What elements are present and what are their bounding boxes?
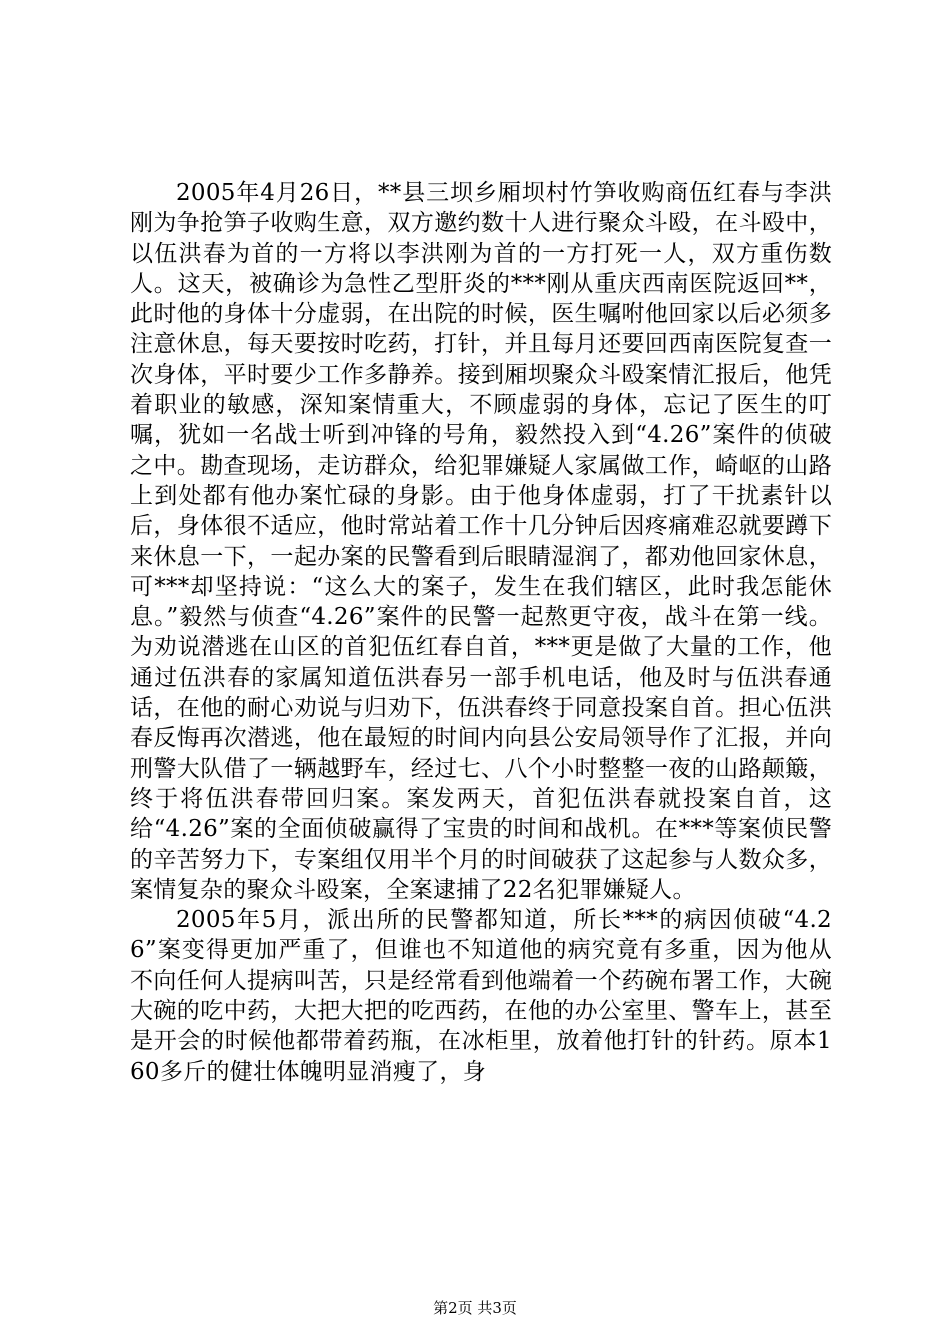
paragraph-1: 2005年4月26日，**县三坝乡厢坝村竹笋收购商伍红春与李洪刚为争抢笋子收购生意，双方邀约数十人进行聚众斗殴，在斗殴中，以伍洪春为首的一方将以李洪刚为首的一方打死一人，双方重伤数人。这天，被确诊为急性乙型肝炎的***刚从重庆西南医院返回**，此时他的身体十分虚弱，在出院的时候，医生嘱咐他回家以后必须多注意休息，每天要按时吃药，打针，并且每月还要回西南医院复查一次身体，平时要少工作多静养。接到厢坝聚众斗殴案情汇报后，他凭着职业的敏感，深知案情重大，不顾虚弱的身体，忘记了医生的叮嘱，犹如一名战士听到冲锋的号角，毅然投入到“4.26”案件的侦破之中。勘查现场，走访群众，给犯罪嫌疑人家属做工作，崎岖的山路上到处都有他办案忙碌的身影。由于他身体虚弱，打了干扰素针以后，身体很不适应，他时常站着工作十几分钟后因疼痛难忍就要蹲下来休息一下，一起办案的民警看到后眼睛湿润了，都劝他回家休息，可***却坚持说：“这么大的案子，发生在我们辖区，此时我怎能休息。”毅然与侦查“4.26”案件的民警一起熬更守夜，战斗在第一线。为劝说潜逃在山区的首犯伍红春自首，***更是做了大量的工作，他通过伍洪春的家属知道伍洪春另一部手机电话，他及时与伍洪春通话，在他的耐心劝说与归劝下，伍洪春终于同意投案自首。担心伍洪春反悔再次潜逃，他在最短的时间内向县公安局领导作了汇报，并向刑警大队借了一辆越野车，经过七、八个小时整整一夜的山路颠簸，终于将伍洪春带回归案。案发两天，首犯伍洪春就投案自首，这给“4.26”案的全面侦破赢得了宝贵的时间和战机。在***等案侦民警的辛苦努力下，专案组仅用半个月的时间破获了这起参与人数众多，案情复杂的聚众斗殴案，全案逮捕了22名犯罪嫌疑人。 [130, 180, 832, 903]
document-body [130, 178, 832, 1087]
paragraph-2: 2005年5月，派出所的民警都知道，所长***的病因侦破“4.26”案变得更加严重了，但谁也不知道他的病究竟有多重，因为他从不向任何人提病叫苦，只是经常看到他端着一个药碗布署工作，大碗大碗的吃中药，大把大把的吃西药，在他的办公室里、警车上，甚至是开会的时候他都带着药瓶，在冰柜里，放着他打针的针药。原本160多斤的健壮体魄明显消瘦了，身 [130, 907, 832, 1085]
page-number-footer: 第2页 共3页 [433, 1299, 517, 1317]
